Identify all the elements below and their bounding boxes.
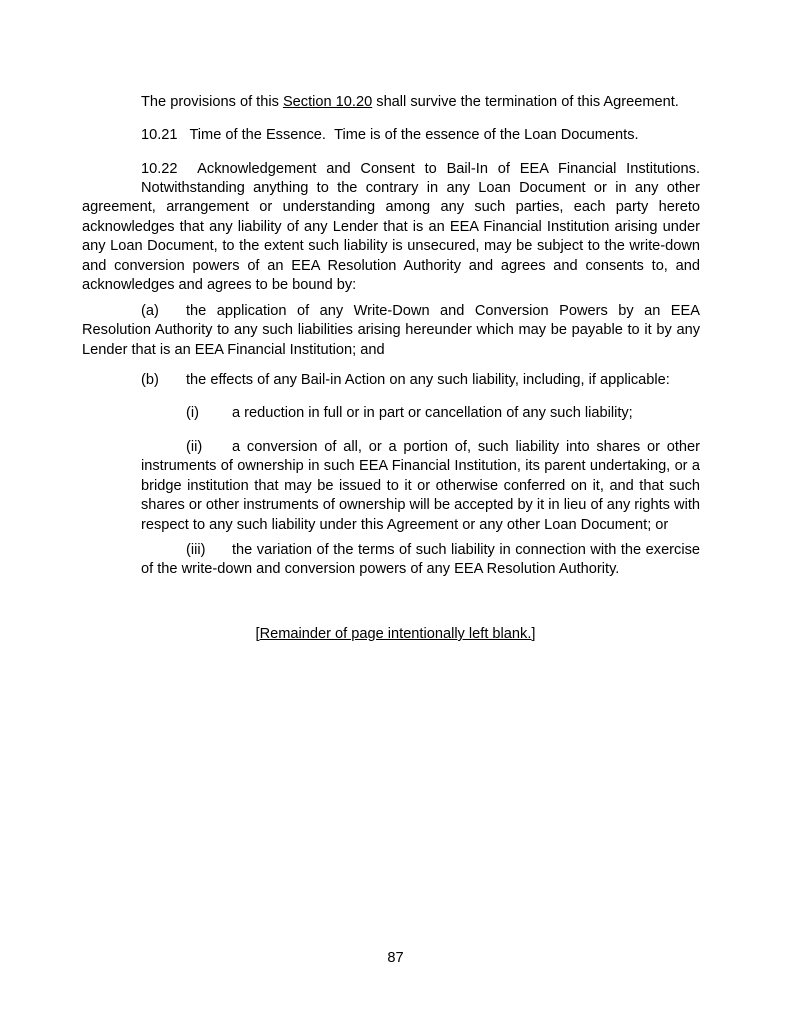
remainder-text: [Remainder of page intentionally left blank.] [255,626,536,642]
survival-paragraph [141,93,741,112]
section-heading: Time of the Essence. [189,127,326,143]
clause-text: a reduction in full or in part or cancellation of any such liability; [232,405,633,421]
clause-a [82,302,700,360]
section-10-22-body [82,179,700,295]
page-number: 87 [387,950,404,966]
clause-label: (i) [186,405,199,421]
clause-text: the effects of any Bail-in Action on any such liability, including, if applicable: [186,372,670,388]
clause-i [186,404,706,423]
section-10-21 [141,126,741,145]
section-number: 10.22 [141,161,178,177]
remainder-note [0,625,791,644]
clause-label: (ii) [186,439,203,455]
clause-label: (iii) [186,542,206,558]
section-reference: Section 10.20 [282,94,373,110]
clause-b [141,371,711,390]
clause-ii [141,438,700,535]
survival-text-after: shall survive the termination of this Agreement. [372,94,679,110]
section-heading: Acknowledgement and Consent to Bail-In of EEA Financial Institutions. [197,161,701,177]
survival-text-before: The provisions of this [141,94,283,110]
clause-iii [141,541,700,580]
clause-label: (a) [141,303,159,319]
clause-label: (b) [141,372,159,388]
section-body: Notwithstanding anything to the contrary in any Loan Document or in any other agreement, arrangement or understanding among any such parties, each party hereto acknowledges that any liability of any Lender that is an EEA Financial Institution arising under any Loan Document, to the extent such liability is unsecured, may be subject to the write-down and conversion powers of an EEA Resolution Authority and agrees and consents to, and acknowledges and agrees to be bound by: [82,180,700,294]
clause-text: a conversion of all, or a portion of, such liability into shares or other instruments of ownership in such EEA Financial Institution, its parent undertaking, or a bridge institution that may be issued to it or otherwise conferred on it, and that such shares or other instruments of ownership will be accepted by it in lieu of any rights with respect to any such liability under this Agreement or any other Loan Document; or [141,439,700,533]
clause-text: the variation of the terms of such liability in connection with the exercise of the write-down and conversion powers of any EEA Resolution Authority. [141,542,700,578]
clause-text: the application of any Write-Down and Conversion Powers by an EEA Resolution Authority to any such liabilities arising hereunder which may be payable to it by any Lender that is an EEA Financial Institution; and [82,303,700,358]
section-text: Time is of the essence of the Loan Documents. [334,127,639,143]
section-number: 10.21 [141,127,178,143]
section-10-22-heading [141,160,700,179]
